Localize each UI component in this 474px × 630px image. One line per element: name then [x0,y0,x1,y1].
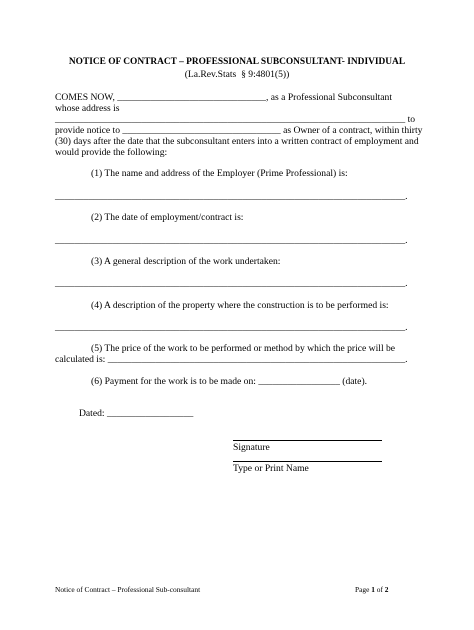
document-title: NOTICE OF CONTRACT – PROFESSIONAL SUBCONSULTANT- INDIVIDUAL [68,57,406,67]
item-5-line-2: calculated is: ______________________________________________________________. [55,354,408,365]
signature-label: Signature [233,442,270,453]
print-name-line [233,461,382,462]
signature-line [233,440,382,441]
item-5-line-1: (5) The price of the work to be performed or method by which the price will be [91,343,396,354]
intro-line-3: _________________________________________________________________________ to [55,114,416,125]
item-3-blank: _________________________________________________________________________. [55,278,408,289]
intro-line-1: COMES NOW, _______________________________, as a Professional Subconsultant [55,92,393,103]
intro-line-4: provide notice to _________________________________ as Owner of a contract, within thirty [55,125,423,136]
intro-line-2: whose address is [55,103,120,114]
dated-field: Dated: __________________ [79,408,194,419]
item-1-text: (1) The name and address of the Employer (Prime Professional) is: [91,168,348,179]
intro-line-5: (30) days after the date that the subconsultant enters into a written contract of employment and [55,136,419,147]
print-name-label: Type or Print Name [233,463,309,474]
item-2-text: (2) The date of employment/contract is: [91,212,244,223]
item-2-blank: _________________________________________________________________________. [55,235,408,246]
footer-document-name: Notice of Contract – Professional Sub-consultant [55,585,201,594]
statute-reference: (La.Rev.Stats § 9:4801(5)) [184,69,290,80]
page-current: 1 [371,585,375,594]
intro-line-6: would provide the following: [55,147,168,158]
item-1-blank: _________________________________________________________________________. [55,191,408,202]
item-6-text: (6) Payment for the work is to be made on: _________________ (date). [91,376,368,387]
page-prefix: Page [355,585,372,594]
item-3-text: (3) A general description of the work undertaken: [91,256,281,267]
footer-page-number [355,584,388,595]
page-mid: of [374,585,385,594]
item-4-text: (4) A description of the property where the construction is to be performed is: [91,300,389,311]
item-4-blank: _________________________________________________________________________. [55,322,408,333]
page-total: 2 [384,585,389,594]
